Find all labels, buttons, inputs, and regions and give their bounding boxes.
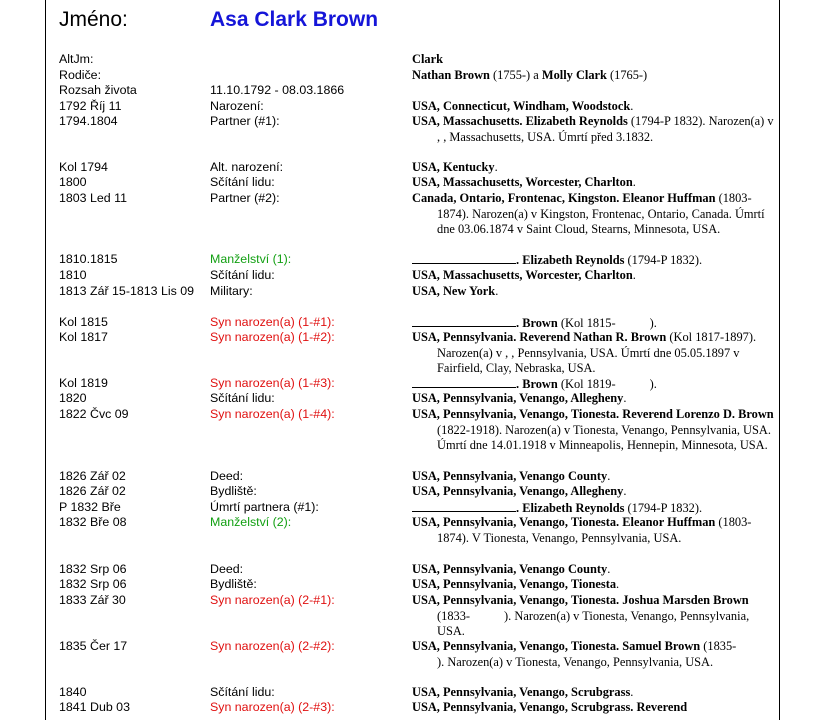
event-detail: . Elizabeth Reynolds (1794-P 1832). (412, 500, 774, 517)
event-date: 1833 Zář 30 (59, 593, 126, 607)
blank-place-line (412, 376, 516, 388)
event-date: 1813 Zář 15-1813 Lis 09 (59, 284, 195, 298)
event-detail: USA, Pennsylvania, Venango, Tionesta. (412, 577, 620, 591)
event-date: Kol 1794 (59, 160, 108, 174)
event-date: 1826 Zář 02 (59, 484, 126, 498)
event-type: Bydliště: (210, 484, 257, 498)
event-date: 1826 Zář 02 (59, 469, 126, 483)
event-type: Narození: (210, 99, 264, 113)
child-birth-label: Syn narozen(a) (1-#1): (210, 315, 335, 329)
event-type: Sčítání lidu: (210, 268, 275, 282)
event-date: 1794.1804 (59, 114, 118, 128)
event-detail: USA, Kentucky. (412, 160, 498, 174)
event-detail: . Brown (Kol 1819- ). (412, 376, 774, 393)
event-detail: USA, Pennsylvania, Venango, Tionesta. Reverend Lorenzo D. Brown (1822-1918). Narozen(a) v Tionesta, Venango, Pennsylvania, USA. Úmrtí dne 14.01.1918 v Minneapolis, Hennepin, Minnesota, USA. (412, 407, 774, 453)
event-detail: USA, Pennsylvania, Venango, Allegheny. (412, 391, 627, 405)
event-type: Deed: (210, 562, 244, 576)
event-date: Rodiče: (59, 68, 102, 82)
person-name: Asa Clark Brown (210, 8, 379, 31)
event-detail: USA, Massachusetts, Worcester, Charlton. (412, 268, 636, 282)
event-detail: Canada, Ontario, Frontenac, Kingston. Eleanor Huffman (1803-1874). Narozen(a) v Kingston, Frontenac, Ontario, Canada. Úmrtí dne 03.06.1874 v Saint Cloud, Stearns, Minnesota, USA. (412, 191, 765, 237)
event-type: Sčítání lidu: (210, 685, 275, 699)
marriage-label: Manželství (1): (210, 252, 292, 266)
left-margin-line (45, 0, 46, 720)
event-date: 1841 Dub 03 (59, 700, 130, 714)
event-date: Rozsah života (59, 83, 137, 97)
event-detail: USA, Pennsylvania. Reverend Nathan R. Brown (Kol 1817-1897). Narozen(a) v , , Pennsylvania, USA. Úmrtí dne 05.05.1897 v Fairfield, Clay, Nebraska, USA. (412, 330, 757, 376)
event-date: 1810 (59, 268, 87, 282)
child-birth-label: Syn narozen(a) (1-#2): (210, 330, 335, 344)
child-birth-label: Syn narozen(a) (2-#1): (210, 593, 335, 607)
right-margin-line (779, 0, 780, 720)
marriage-label: Manželství (2): (210, 515, 292, 529)
event-detail: . Brown (Kol 1815- ). (412, 315, 774, 332)
event-detail: USA, Connecticut, Windham, Woodstock. (412, 99, 634, 113)
event-detail: USA, Pennsylvania, Venango, Tionesta. Eleanor Huffman (1803-1874). V Tionesta, Venango, Pennsylvania, USA. (412, 515, 752, 545)
event-date: 1822 Čvc 09 (59, 407, 129, 421)
blank-place-line (412, 500, 516, 512)
event-date: 1832 Srp 06 (59, 562, 127, 576)
event-detail: Clark (412, 52, 443, 66)
event-type: Sčítání lidu: (210, 175, 275, 189)
blank-place-line (412, 252, 516, 264)
event-detail: USA, Pennsylvania, Venango, Tionesta. Samuel Brown (1835-). Narozen(a) v Tionesta, Venango, Pennsylvania, USA. (412, 639, 737, 669)
event-date: P 1832 Bře (59, 500, 121, 514)
name-label: Jméno: (59, 8, 128, 31)
event-detail: USA, Massachusetts, Worcester, Charlton. (412, 175, 636, 189)
event-date: 1800 (59, 175, 87, 189)
event-date: 1820 (59, 391, 87, 405)
event-detail: Nathan Brown (1755-) a Molly Clark (1765-) (412, 68, 648, 82)
event-type: Úmrtí partnera (#1): (210, 500, 319, 514)
event-detail: USA, Pennsylvania, Venango, Scrubgrass. Reverend (412, 700, 688, 714)
event-date: 1832 Srp 06 (59, 577, 127, 591)
event-date: 1835 Čer 17 (59, 639, 128, 653)
event-detail: USA, Pennsylvania, Venango, Allegheny. (412, 484, 627, 498)
child-birth-label: Syn narozen(a) (1-#4): (210, 407, 335, 421)
event-type: Military: (210, 284, 253, 298)
child-birth-label: Syn narozen(a) (1-#3): (210, 376, 335, 390)
event-date: 1803 Led 11 (59, 191, 127, 205)
event-date: AltJm: (59, 52, 94, 66)
event-detail: USA, Pennsylvania, Venango, Scrubgrass. (412, 685, 634, 699)
event-detail: USA, Pennsylvania, Venango, Tionesta. Joshua Marsden Brown (1833- ). Narozen(a) v Tionesta, Venango, Pennsylvania, USA. (412, 593, 750, 639)
event-detail: . Elizabeth Reynolds (1794-P 1832). (412, 252, 774, 269)
event-date: Kol 1819 (59, 376, 108, 390)
event-detail: USA, New York. (412, 284, 499, 298)
event-type: Partner (#2): (210, 191, 280, 205)
event-date: 1792 Říj 11 (59, 99, 122, 113)
event-type: 11.10.1792 - 08.03.1866 (210, 83, 345, 97)
event-detail: USA, Massachusetts. Elizabeth Reynolds (1794-P 1832). Narozen(a) v , , Massachusetts, USA. Úmrtí před 3.1832. (412, 114, 774, 144)
event-type: Sčítání lidu: (210, 391, 275, 405)
event-type: Partner (#1): (210, 114, 280, 128)
event-date: 1810.1815 (59, 252, 118, 266)
event-date: Kol 1817 (59, 330, 108, 344)
event-date: 1840 (59, 685, 87, 699)
event-detail: USA, Pennsylvania, Venango County. (412, 469, 611, 483)
event-detail: USA, Pennsylvania, Venango County. (412, 562, 611, 576)
event-date: 1832 Bře 08 (59, 515, 127, 529)
event-type: Bydliště: (210, 577, 257, 591)
event-type: Deed: (210, 469, 244, 483)
blank-place-line (412, 315, 516, 327)
event-type: Alt. narození: (210, 160, 284, 174)
child-birth-label: Syn narozen(a) (2-#2): (210, 639, 335, 653)
child-birth-label: Syn narozen(a) (2-#3): (210, 700, 335, 714)
event-date: Kol 1815 (59, 315, 108, 329)
